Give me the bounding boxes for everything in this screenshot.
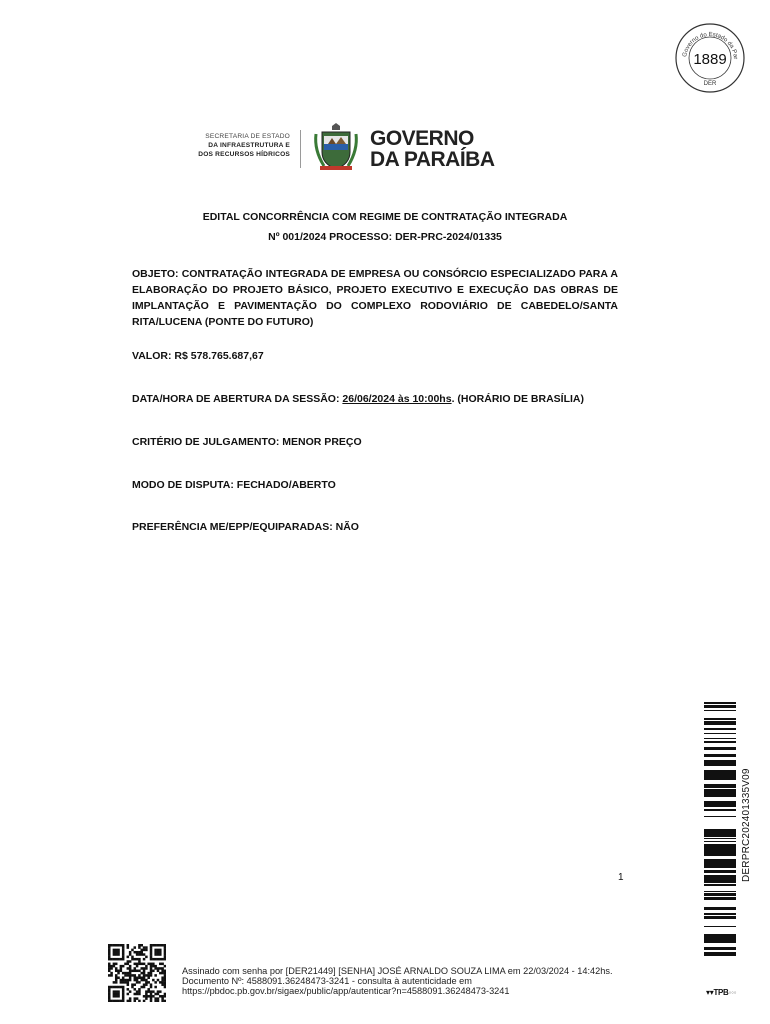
tpb-mark-text: TPB [713, 988, 729, 997]
edital-title-line-2: Nº 001/2024 PROCESSO: DER-PRC-2024/01335 [268, 231, 502, 243]
tpb-mark: ▾▾TPB◦◦◦ [706, 988, 737, 997]
der-seal-stamp [674, 22, 746, 94]
signature-line-1: Assinado com senha por [DER21449] [SENHA] JOSÉ ARNALDO SOUZA LIMA em 22/03/2024 - 14:42hs. [182, 966, 613, 976]
barcode-text: DERPRC202401335V09 [741, 768, 752, 882]
data-abertura-suffix: . (HORÁRIO DE BRASÍLIA) [451, 393, 584, 405]
secretaria-label [186, 132, 290, 159]
qr-code-icon [108, 944, 166, 1002]
governo-heading-line-2: DA PARAÍBA [370, 148, 495, 171]
criterio-line: CRITÉRIO DE JULGAMENTO: MENOR PREÇO [132, 436, 362, 448]
secretaria-line-3: DOS RECURSOS HÍDRICOS [198, 151, 290, 158]
secretaria-line-2: DA INFRAESTRUTURA E [208, 142, 290, 149]
stamp-bottom-text: DER [703, 81, 717, 87]
secretaria-line-1: SECRETARIA DE ESTADO [205, 133, 290, 140]
header-divider [300, 130, 301, 168]
data-abertura-line [132, 391, 618, 407]
edital-title-line-1: EDITAL CONCORRÊNCIA COM REGIME DE CONTRATAÇÃO INTEGRADA [202, 211, 568, 223]
page-number: 1 [618, 872, 624, 883]
barcode-icon [704, 702, 736, 956]
data-abertura-value: 26/06/2024 às 10:00hs [342, 393, 452, 405]
stamp-ring-text: Governo do Estado da Par [682, 31, 739, 60]
valor-line: VALOR: R$ 578.765.687,67 [132, 350, 264, 362]
modo-disputa-line: MODO DE DISPUTA: FECHADO/ABERTO [132, 479, 336, 491]
stamp-year: 1889 [693, 51, 727, 68]
paraiba-coat-of-arms-icon [312, 122, 360, 172]
signature-url-line: https://pbdoc.pb.gov.br/sigaex/public/app/autenticar?n=4588091.36248473-3241 [182, 986, 510, 996]
signature-line-2: Documento Nº: 4588091.36248473-3241 - consulta à autenticidade em [182, 976, 472, 986]
objeto-paragraph: OBJETO: CONTRATAÇÃO INTEGRADA DE EMPRESA OU CONSÓRCIO ESPECIALIZADO PARA A ELABORAÇÃO DO PROJETO BÁSICO, PROJETO EXECUTIVO E EXECUÇÃO DAS OBRAS DE IMPLANTAÇÃO E PAVIMENTAÇÃO DO COMPLEXO RODOVIÁRIO DE CABEDELO/SANTA RITA/LUCENA (PONTE DO FUTURO) [132, 268, 618, 328]
governo-heading-line-1: GOVERNO [370, 127, 474, 150]
preferencia-line: PREFERÊNCIA ME/EPP/EQUIPARADAS: NÃO [132, 521, 359, 533]
data-abertura-label: DATA/HORA DE ABERTURA DA SESSÃO: [132, 393, 343, 405]
